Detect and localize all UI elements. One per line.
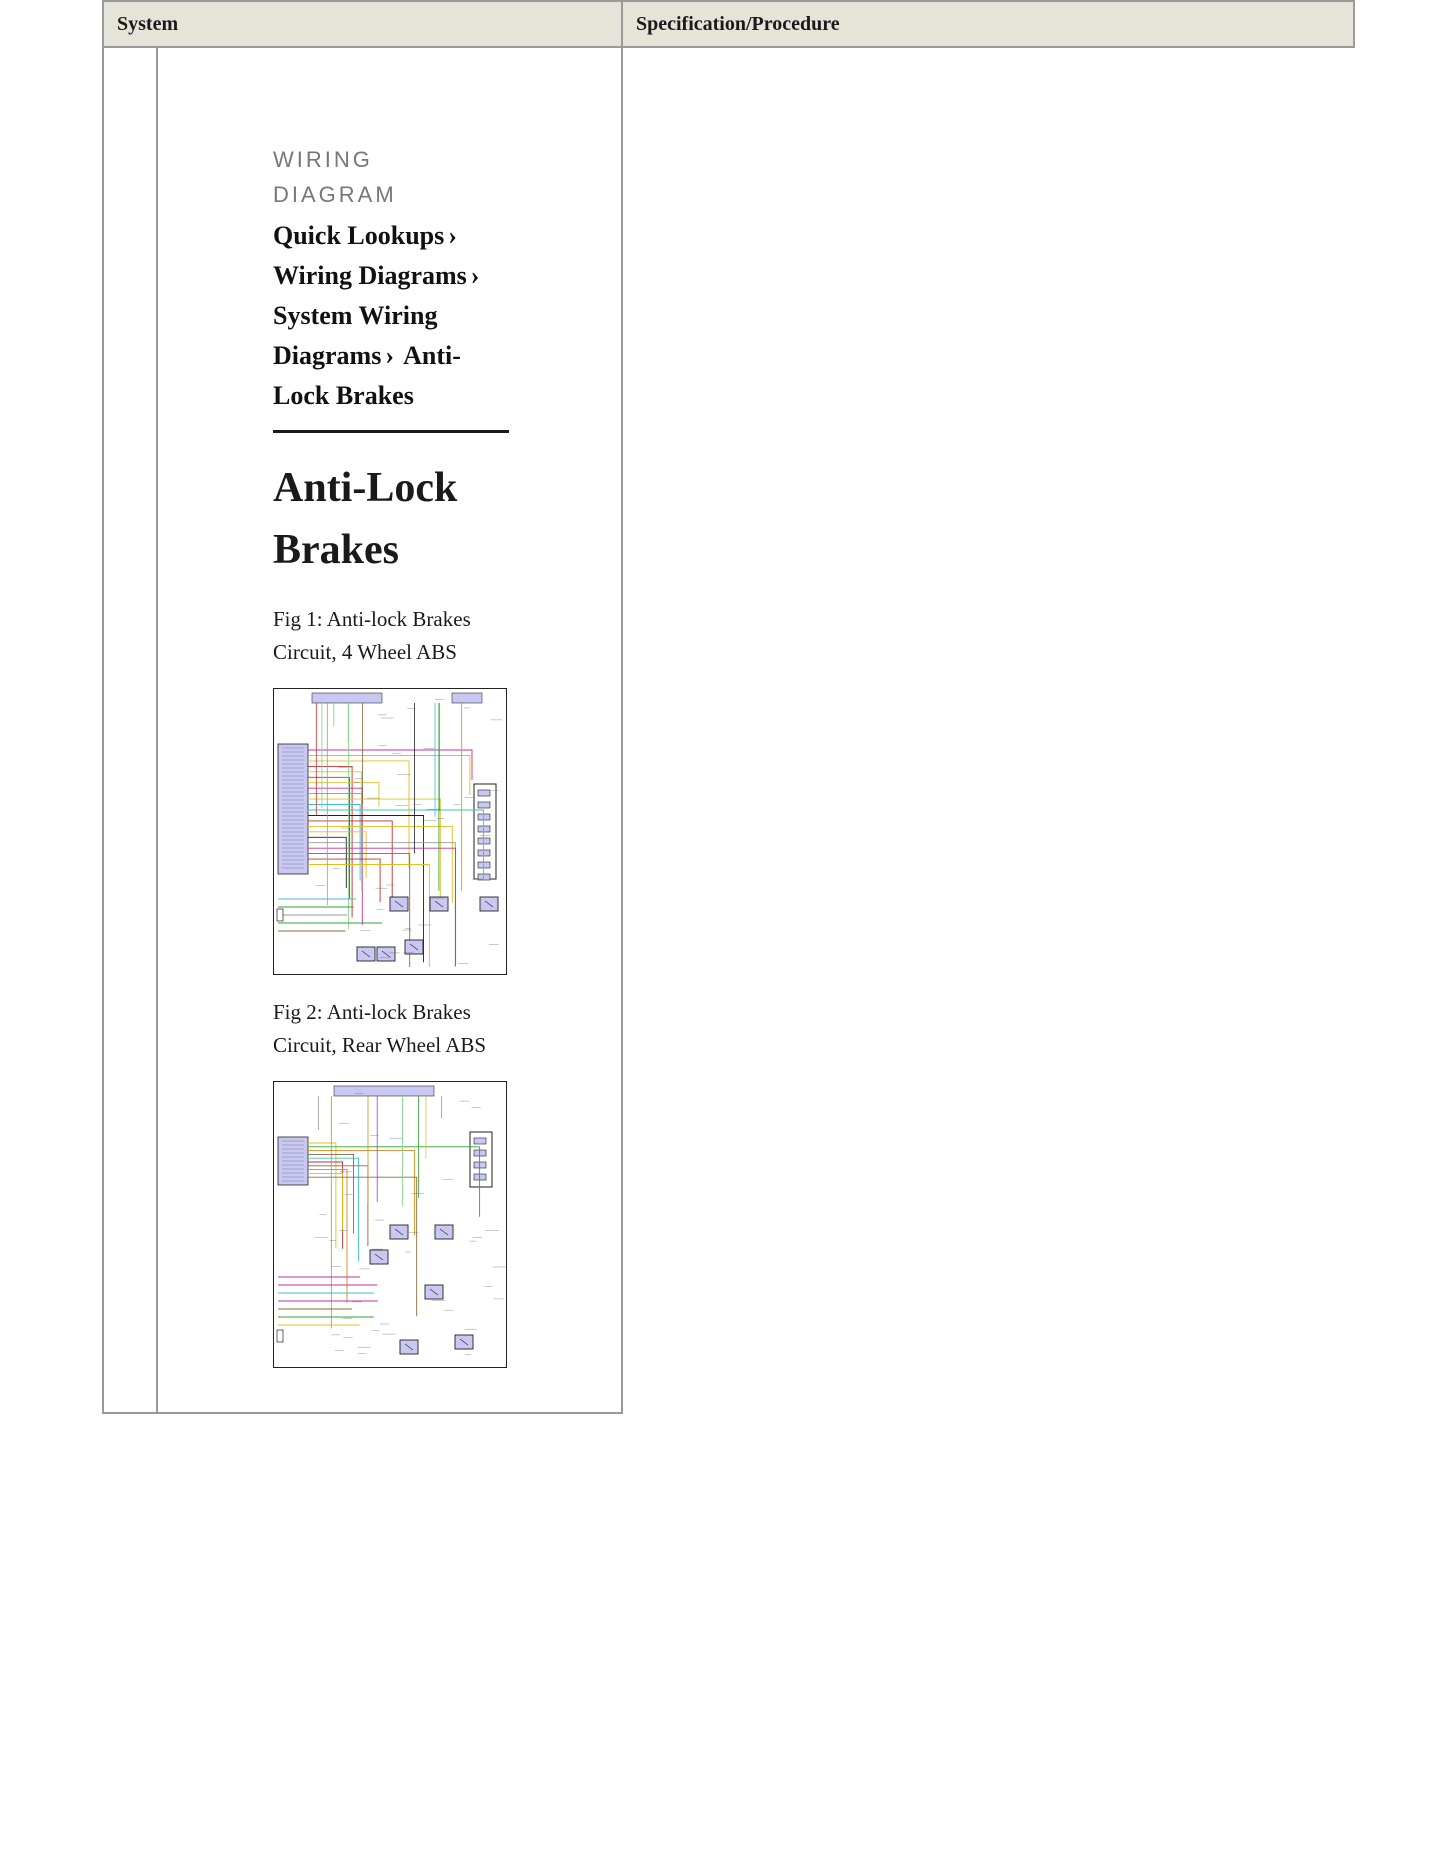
figure-1-wiring-diagram[interactable]: [273, 688, 507, 975]
indent-rule: [156, 48, 158, 1412]
breadcrumb: [273, 216, 509, 433]
specification-cell: [622, 47, 1354, 1413]
wiring-diagram-4-wheel-abs: [274, 689, 506, 974]
wire: [308, 783, 379, 807]
wire: [308, 1143, 336, 1248]
relay-symbol: [478, 802, 490, 808]
relay-symbol: [474, 1138, 486, 1144]
wire: [308, 821, 392, 903]
ground-connector: [277, 909, 283, 921]
column-header-specification: Specification/Procedure: [622, 1, 1354, 47]
wire: [308, 1147, 480, 1217]
specification-table: [102, 0, 1355, 1414]
breadcrumb-separator: ›: [448, 221, 457, 250]
connector-block: [452, 693, 482, 703]
breadcrumb-link-wiring-diagrams[interactable]: Wiring Diagrams: [273, 261, 467, 290]
wire: [308, 859, 380, 902]
section-eyebrow: WIRING DIAGRAM: [273, 147, 397, 207]
breadcrumb-current-anti-lock-brakes: Anti-Lock Brakes: [273, 341, 461, 410]
wiring-diagram-rear-wheel-abs: [274, 1082, 506, 1367]
wire: [308, 832, 366, 878]
figure-1-caption: Fig 1: Anti-lock Brakes Circuit, 4 Wheel ABS: [273, 607, 471, 664]
wire: [308, 1170, 347, 1303]
wire: [308, 1173, 343, 1229]
breadcrumb-separator: ›: [470, 261, 480, 290]
wire: [308, 1162, 343, 1249]
wire: [308, 1177, 417, 1316]
relay-symbol: [478, 790, 490, 796]
wire: [308, 766, 352, 917]
connector-block: [312, 693, 382, 703]
system-cell: [103, 47, 622, 1413]
article-content: [273, 142, 509, 1389]
breadcrumb-link-quick-lookups[interactable]: Quick Lookups: [273, 221, 445, 250]
figure-2-caption: Fig 2: Anti-lock Brakes Circuit, Rear Wheel ABS: [273, 1000, 487, 1057]
wire: [308, 777, 350, 898]
wire: [308, 1151, 415, 1236]
wire: [308, 756, 470, 795]
breadcrumb-separator: ›: [385, 341, 394, 370]
control-module: [278, 744, 308, 874]
breadcrumb-link-system-wiring-diagrams[interactable]: System Wiring Diagrams: [273, 301, 438, 370]
wire: [308, 750, 472, 780]
column-header-system: System: [103, 1, 622, 47]
page-title: Anti-Lock Brakes: [273, 465, 458, 573]
connector-block: [334, 1086, 434, 1096]
wire: [308, 799, 440, 903]
figure-2-wiring-diagram[interactable]: [273, 1081, 507, 1368]
ground-connector: [277, 1330, 283, 1342]
